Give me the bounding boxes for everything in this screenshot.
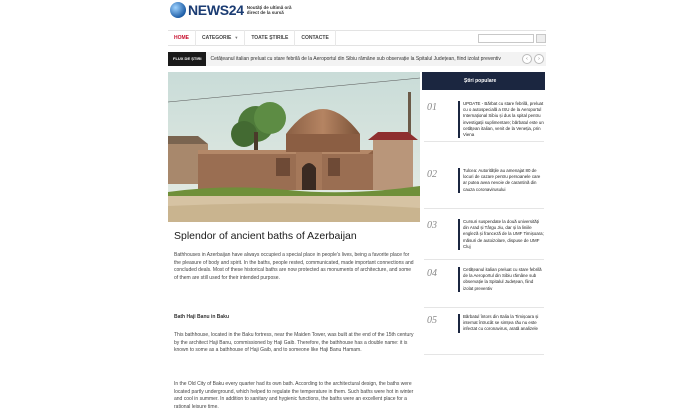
popular-item-number: 04 (427, 268, 437, 279)
globe-icon (170, 2, 186, 18)
article-subheading: Bath Haji Banu in Baku (174, 314, 230, 320)
popular-item-link[interactable]: Tulcea: Autoritățile au amenajat 80 de locuri de cazare pentru persoanele care ar putea avea nevoie de carantină din cauza coronavirusului (458, 168, 544, 193)
ticker-label: FLUX DE ȘTIRI (168, 52, 206, 66)
popular-item-number: 03 (427, 220, 437, 231)
popular-item-link[interactable]: UPDATE - Bărbat cu stare febrilă, preluat cu o autospecială a ISU de la Aeroportul Internațional Sibiu și dus la spital pentru investigații suplimentare; bărbatul este un cetățean italian, venit de la Veneția, prin Viena (458, 101, 544, 138)
nav-categorie-label: CATEGORIE (202, 35, 232, 41)
nav-categorie[interactable] (196, 30, 245, 46)
article-image (168, 72, 420, 222)
popular-item[interactable] (424, 98, 544, 142)
popular-item-link[interactable]: Cursuri suspendate la două universități din Arad și Târgu Jiu, dar și la liniile engleză și franceză de la UMF Timișoara; măsuri de autoizolare, dispuse de UMF Cluj (458, 219, 544, 250)
chevron-left-icon[interactable]: ‹ (522, 54, 532, 64)
popular-item-link[interactable]: Cetățeanul italian preluat cu stare febrilă de la Aeroportul din Sibiu rămâne sub observație la Spitalul Județean, fiind izolat preventiv (458, 267, 544, 292)
nav-contacte[interactable] (295, 30, 335, 46)
news-ticker (168, 52, 546, 66)
article-title: Splendor of ancient baths of Azerbaijan (174, 230, 357, 242)
chevron-down-icon: ▼ (234, 35, 239, 40)
popular-item-number: 05 (427, 315, 437, 326)
nav-home[interactable] (168, 30, 196, 46)
nav-home-label: HOME (174, 35, 189, 41)
nav-toate-stirile[interactable] (245, 30, 295, 46)
popular-item-number: 01 (427, 102, 437, 113)
popular-item-number: 02 (427, 169, 437, 180)
main-nav (168, 30, 546, 46)
search-input[interactable] (478, 34, 534, 43)
article-paragraph: Bathhouses in Azerbaijan have always occupied a special place in people's lives, being a favorite place for the pleasure of body and spirit. In the baths, people rested, communicated, made important connections and concluded deals. Most of these historical baths are now protected as monuments of architecture, and some of them are still used for their intended purpose. (174, 252, 414, 281)
article-paragraph: This bathhouse, located in the Baku fortress, near the Maiden Tower, was built at the end of the 15th century by the architect Haji Banu, commissioned by Haji Gaib. Therefore, the bathhouse has a double name: it is known to some as a bathhouse of Haji Gaib, and to someone like Haji Banu Hamam. (174, 332, 414, 353)
site-header (0, 0, 700, 28)
nav-contacte-label: CONTACTE (301, 35, 329, 41)
popular-item[interactable] (424, 216, 544, 260)
site-logo[interactable] (170, 2, 297, 18)
search-button[interactable] (536, 34, 546, 43)
sidebar-title: Știri populare (422, 72, 545, 90)
site-tagline: Noutăți de ultimă oră direct de la sursă (246, 4, 292, 15)
popular-item-link[interactable]: Bărbatul întors din Italia la Timișoara și internat întrucât se simțea rău nu este infectat cu coronavirus, arată analizele (458, 314, 544, 333)
ticker-headline[interactable]: Cetățeanul italian preluat cu stare febrilă de la Aeroportul din Sibiu rămâne sub observație la Spitalul Județean, fiind izolat preventiv (210, 56, 501, 62)
logo-text: NEWS24 (188, 2, 244, 18)
nav-toate-stirile-label: TOATE ȘTIRILE (251, 35, 289, 41)
popular-item[interactable] (424, 311, 544, 355)
popular-item[interactable] (424, 264, 544, 308)
article-paragraph: In the Old City of Baku every quarter had its own bath. According to the architectural design, the baths were located partly underground, which helped to regulate the temperature in them. Such baths were hot in winter and cool in summer. In addition to sanitary and hygienic functions, the baths were an excellent place for a rational leisure time. (174, 381, 414, 410)
chevron-right-icon[interactable]: › (534, 54, 544, 64)
popular-item[interactable] (424, 165, 544, 209)
ticker-controls (522, 54, 544, 64)
